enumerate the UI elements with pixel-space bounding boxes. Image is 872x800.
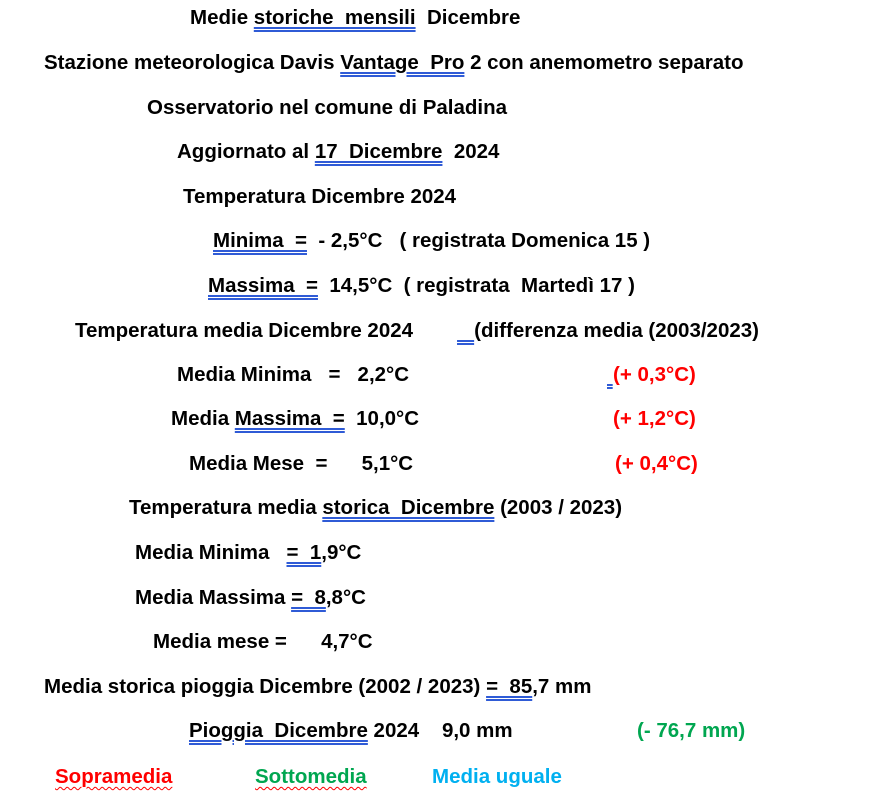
- avg-max-part: Massima =: [234, 407, 345, 430]
- monthly-avg-heading: Temperatura media Dicembre 2024: [75, 319, 414, 342]
- hist-max-line: [135, 586, 366, 610]
- observatory-line: Osservatorio nel comune di Paladina: [147, 96, 508, 119]
- diff-gap: [457, 319, 474, 342]
- diff-heading: (differenza media (2003/2023): [474, 319, 759, 342]
- rain-current-line: [189, 719, 513, 743]
- current-max-line: [208, 274, 635, 298]
- historical-part: storica Dicembre: [322, 496, 495, 519]
- page-title: [190, 6, 520, 30]
- rain-historical-line: [44, 675, 591, 699]
- updated-part: 2024: [442, 140, 500, 163]
- station-line: [44, 51, 744, 75]
- title-part: storiche mensili: [253, 6, 416, 29]
- historical-heading: [129, 496, 622, 520]
- avg-min-diff: [607, 363, 696, 387]
- max-value: 14,5°C ( registrata Martedì 17 ): [317, 274, 635, 297]
- hist-min-part: ,9°C: [321, 541, 362, 564]
- hist-month-line: Media mese = 4,7°C: [153, 630, 373, 653]
- avg-min-diff-value: (+ 0,3°C): [613, 363, 696, 386]
- hist-min-part: Media Minima: [135, 541, 287, 564]
- title-part: Dicembre: [415, 6, 521, 29]
- hist-max-part: ,8°C: [325, 586, 366, 609]
- historical-part: (2003 / 2023): [494, 496, 623, 519]
- avg-month-line: Media Mese = 5,1°C: [189, 452, 414, 475]
- station-part: 2 con anemometro separato: [464, 51, 744, 74]
- avg-month-diff: (+ 0,4°C): [615, 452, 698, 475]
- updated-line: [177, 140, 499, 164]
- legend-below-label: Sottomedia: [255, 765, 367, 788]
- station-part: Stazione meteorologica Davis: [44, 51, 341, 74]
- min-value: - 2,5°C ( registrata Domenica 15 ): [306, 229, 651, 252]
- max-label: Massima =: [208, 274, 318, 297]
- avg-min-line: Media Minima = 2,2°C: [177, 363, 410, 386]
- rain-diff: (- 76,7 mm): [637, 719, 746, 742]
- title-part: Medie: [190, 6, 254, 29]
- legend-equal-average: Media uguale: [432, 765, 562, 788]
- rain-current-part: Pioggia Dicembre: [189, 719, 368, 742]
- current-min-line: [213, 229, 650, 253]
- rain-hist-part: Media storica pioggia Dicembre (2002 / 2023): [44, 675, 487, 698]
- station-part: Vantage Pro: [340, 51, 465, 74]
- historical-part: Temperatura media: [129, 496, 323, 519]
- min-label: Minima =: [213, 229, 307, 252]
- avg-max-line: [171, 407, 419, 431]
- hist-min-line: [135, 541, 361, 565]
- legend-above-average: [55, 765, 172, 789]
- hist-max-part: = 8: [291, 586, 326, 609]
- hist-min-part: = 1: [286, 541, 322, 564]
- updated-part: Aggiornato al: [177, 140, 315, 163]
- current-temp-heading: Temperatura Dicembre 2024: [183, 185, 457, 208]
- rain-hist-part: = 85: [486, 675, 533, 698]
- avg-max-diff: (+ 1,2°C): [613, 407, 696, 430]
- avg-max-part: 10,0°C: [344, 407, 420, 430]
- legend-above-label: Sopramedia: [55, 765, 173, 788]
- rain-hist-part: ,7 mm: [532, 675, 592, 698]
- hist-max-part: Media Massima: [135, 586, 292, 609]
- legend-below-average: [255, 765, 367, 789]
- monthly-avg-heading-line: [75, 319, 759, 343]
- updated-part: 17 Dicembre: [314, 140, 443, 163]
- avg-max-part: Media: [171, 407, 235, 430]
- rain-current-part: 2024 9,0 mm: [367, 719, 513, 742]
